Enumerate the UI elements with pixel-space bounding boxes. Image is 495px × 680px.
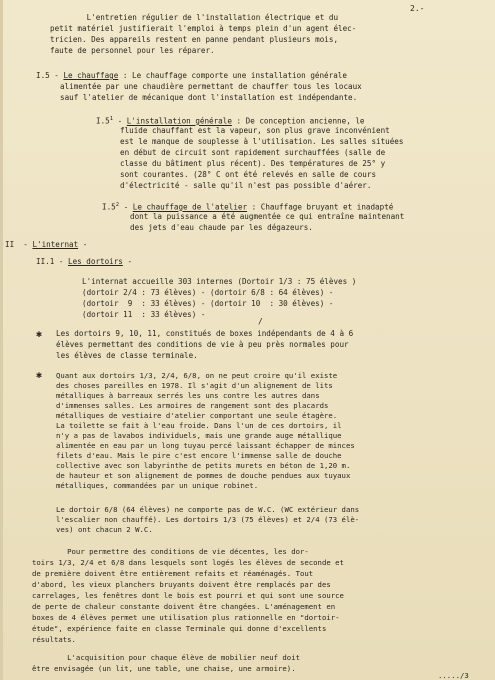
section-label: L'internat bbox=[32, 240, 79, 249]
text-line: de hauteur et son alignement de pommes de douche pendues aux tuyaux bbox=[56, 471, 351, 480]
section-heading bbox=[36, 70, 347, 81]
text-line: les élèves de classe terminale. bbox=[56, 351, 198, 360]
continuation-marker: ...../3 bbox=[438, 671, 469, 680]
text-line: boxes de 4 élèves permet une utilisation plus rationnelle en "dortoir- bbox=[32, 613, 340, 622]
text-line: métalliques de vestiaire d'atelier comportant une seule étagère. bbox=[56, 411, 338, 420]
heading-rest: : Le chauffage comporte une installation générale bbox=[118, 71, 347, 80]
heading-number: I.5 - bbox=[36, 71, 64, 80]
text-line: sauf l'atelier de mécanique dont l'installation est indépendante. bbox=[60, 93, 358, 102]
text-line: d'abord, les vieux planchers bruyants doivent être remplacés par des bbox=[32, 580, 331, 589]
asterisk-bullet-icon: ✱ bbox=[36, 329, 43, 340]
text-line: petit matériel justifierait l'emploi à temps plein d'un agent élec- bbox=[50, 24, 357, 33]
text-line: (dortoir 2/4 : 73 élèves) - (dortoir 6/8 : 64 élèves) - bbox=[82, 288, 334, 297]
text-line: étude", expérience faite en classe Terminale qui donne d'excellents bbox=[32, 624, 327, 633]
text-line: La toilette se fait à l'eau froide. Dans l'un de ces dortoirs, il bbox=[56, 421, 342, 430]
text-line: élèves permettant des conditions de vie à peu près normales pour bbox=[56, 340, 349, 349]
text-line: sont courantes. (28° C ont été relevés en salle de cours bbox=[120, 170, 377, 179]
subsection-heading: $I.5^1$ - L'installation générale : De conception ancienne, le bbox=[96, 116, 365, 126]
subsection-heading: II.1 - Les dortoirs - bbox=[36, 257, 133, 266]
text-line: métalliques à barreaux serrés les uns contre les autres dans bbox=[56, 391, 320, 400]
text-line: de perte de chaleur constante doivent être changées. L'aménagement en bbox=[32, 602, 336, 611]
text-line: carrelages, les fenêtres dont le bois est pourri et qui sont une source bbox=[32, 591, 344, 600]
page-number: 2.- bbox=[410, 4, 425, 13]
text-line: en début de circuit sont rapidement surchauffées (salle de bbox=[120, 148, 386, 157]
subsection-heading: $I.5^2$ - Le chauffage de l'atelier : Chauffage bruyant et inadapté bbox=[102, 202, 394, 212]
text-line: classe du bâtiment plus récent). Des températures de 25° y bbox=[120, 159, 386, 168]
text-line: ves) ont chacun 2 W.C. bbox=[56, 525, 153, 534]
text-line: L'internat accueille 303 internes (Dortoir 1/3 : 75 élèves ) bbox=[82, 277, 357, 286]
text-line: l'escalier non chauffé). Les dortoirs 1/3 (75 élèves) et 2/4 (73 élè- bbox=[56, 515, 360, 524]
text-line: faute de personnel pour les réparer. bbox=[50, 46, 215, 55]
text-line: alimentée par une chaudière permettant de chauffer tous les locaux bbox=[60, 82, 362, 91]
text-line: des jets d'eau chaude par les dégazeurs. bbox=[130, 223, 313, 232]
text-line: d'électricité - salle qu'il n'est pas possible d'aérer. bbox=[120, 181, 372, 190]
subsection-label: Les dortoirs bbox=[68, 257, 123, 266]
page-edge-shadow bbox=[0, 0, 3, 680]
text-line: filets d'eau. Mais le pire c'est encore l'immense salle de douche bbox=[56, 451, 342, 460]
text-line: Pour permettre des conditions de vie décentes, les dor- bbox=[32, 547, 309, 556]
text-line: L'entretien régulier de l'installation électrique et du bbox=[50, 13, 339, 22]
text-line: Le dortoir 6/8 (64 élèves) ne comporte pas de W.C. (WC extérieur dans bbox=[56, 505, 360, 514]
text-line: (dortoir 9 : 33 élèves) - (dortoir 10 : 30 élèves) - bbox=[82, 299, 334, 308]
text-line: alimentée en eau par un long tuyau percé laissant échapper de minces bbox=[56, 441, 355, 450]
text-line: dont la puissance a été augmentée ce qui entraîne maintenant bbox=[130, 212, 405, 221]
text-line: métalliques, commandées par un unique robinet. bbox=[56, 481, 259, 490]
text-line: être envisagée (un lit, une table, une chaise, une armoire). bbox=[32, 664, 296, 673]
text-line: tricien. Des appareils restent en panne pendant plusieurs mois, bbox=[50, 35, 339, 44]
text-line: de première doivent être entièrement refaits et réaménagés. Tout bbox=[32, 569, 314, 578]
text-line: Les dortoirs 9, 10, 11, constitués de boxes indépendants de 4 à 6 bbox=[56, 329, 354, 338]
text-line: Quant aux dortoirs 1/3, 2/4, 6/8, on ne peut croire qu'il existe bbox=[56, 371, 338, 380]
text-line: L'acquisition pour chaque élève de mobilier neuf doit bbox=[32, 653, 300, 662]
text-line: fluide chauffant est la vapeur, son plus grave inconvénient bbox=[120, 126, 390, 135]
heading-label: Le chauffage bbox=[63, 71, 119, 80]
text-line: d'immenses salles. Les armoires de rangement sont des placards bbox=[56, 401, 329, 410]
section-heading: II - L'internat - bbox=[5, 240, 88, 249]
text-line: toirs 1/3, 2/4 et 6/8 dans lesquels sont logés les élèves de seconde et bbox=[32, 558, 344, 567]
text-line: n'y a pas de lavabos individuels, mais une grande auge métallique bbox=[56, 431, 342, 440]
subsection-label: Le chauffage de l'atelier bbox=[132, 202, 248, 212]
text-line: résultats. bbox=[32, 635, 76, 644]
text-line: collective avec son labyrinthe de petits murets en béton de 1,20 m. bbox=[56, 461, 351, 470]
text-line: des choses pareilles en 1978. Il s'agit d'un alignement de lits bbox=[56, 381, 333, 390]
text-line: (dortoir 11 : 33 élèves) - bbox=[82, 310, 206, 319]
pen-mark: / bbox=[258, 317, 263, 326]
subsection-label: L'installation générale bbox=[126, 116, 232, 126]
asterisk-bullet-icon: ✱ bbox=[36, 370, 43, 381]
text-line: est le manque de souplesse à l'utilisation. Les salles situées bbox=[120, 137, 404, 146]
